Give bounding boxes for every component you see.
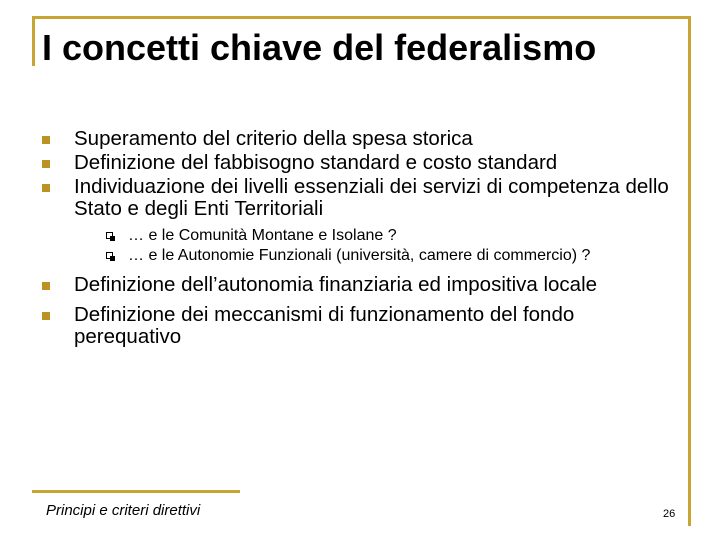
bullet-item bbox=[42, 304, 682, 348]
sub-bullet-item bbox=[74, 246, 682, 266]
checkbox-bullet-icon bbox=[106, 252, 113, 259]
frame-line-right bbox=[688, 16, 691, 526]
bullet-text: Definizione dei meccanismi di funzionamento del fondo perequativo bbox=[74, 303, 575, 348]
bullet-text: Definizione del fabbisogno standard e costo standard bbox=[74, 151, 558, 174]
sub-bullet-text: … e le Autonomie Funzionali (università, camere di commercio) ? bbox=[128, 247, 591, 264]
bullet-item bbox=[42, 274, 682, 296]
sub-bullet-item bbox=[74, 226, 682, 246]
sub-bullet-list bbox=[74, 226, 682, 266]
square-bullet-icon bbox=[42, 160, 50, 168]
bullet-text: Individuazione dei livelli essenziali dei servizi di competenza dello Stato e degli Enti Territoriali bbox=[74, 175, 669, 220]
frame-line-left bbox=[32, 16, 35, 66]
bullet-item bbox=[42, 152, 682, 174]
square-bullet-icon bbox=[42, 184, 50, 192]
page-number: 26 bbox=[663, 508, 676, 520]
square-bullet-icon bbox=[42, 136, 50, 144]
slide-footer: Principi e criteri direttivi bbox=[46, 502, 201, 519]
bullet-list bbox=[42, 128, 682, 350]
sub-bullet-text: … e le Comunità Montane e Isolane ? bbox=[128, 227, 397, 244]
slide-title: I concetti chiave del federalismo bbox=[42, 27, 597, 68]
bullet-item bbox=[42, 128, 682, 150]
bullet-text: Superamento del criterio della spesa storica bbox=[74, 127, 473, 150]
checkbox-bullet-icon bbox=[106, 232, 113, 239]
bullet-text: Definizione dell’autonomia finanziaria ed impositiva locale bbox=[74, 273, 598, 296]
bullet-item bbox=[42, 176, 682, 266]
frame-line-bottom bbox=[32, 490, 240, 493]
frame-line-top bbox=[32, 16, 690, 19]
square-bullet-icon bbox=[42, 312, 50, 320]
square-bullet-icon bbox=[42, 282, 50, 290]
